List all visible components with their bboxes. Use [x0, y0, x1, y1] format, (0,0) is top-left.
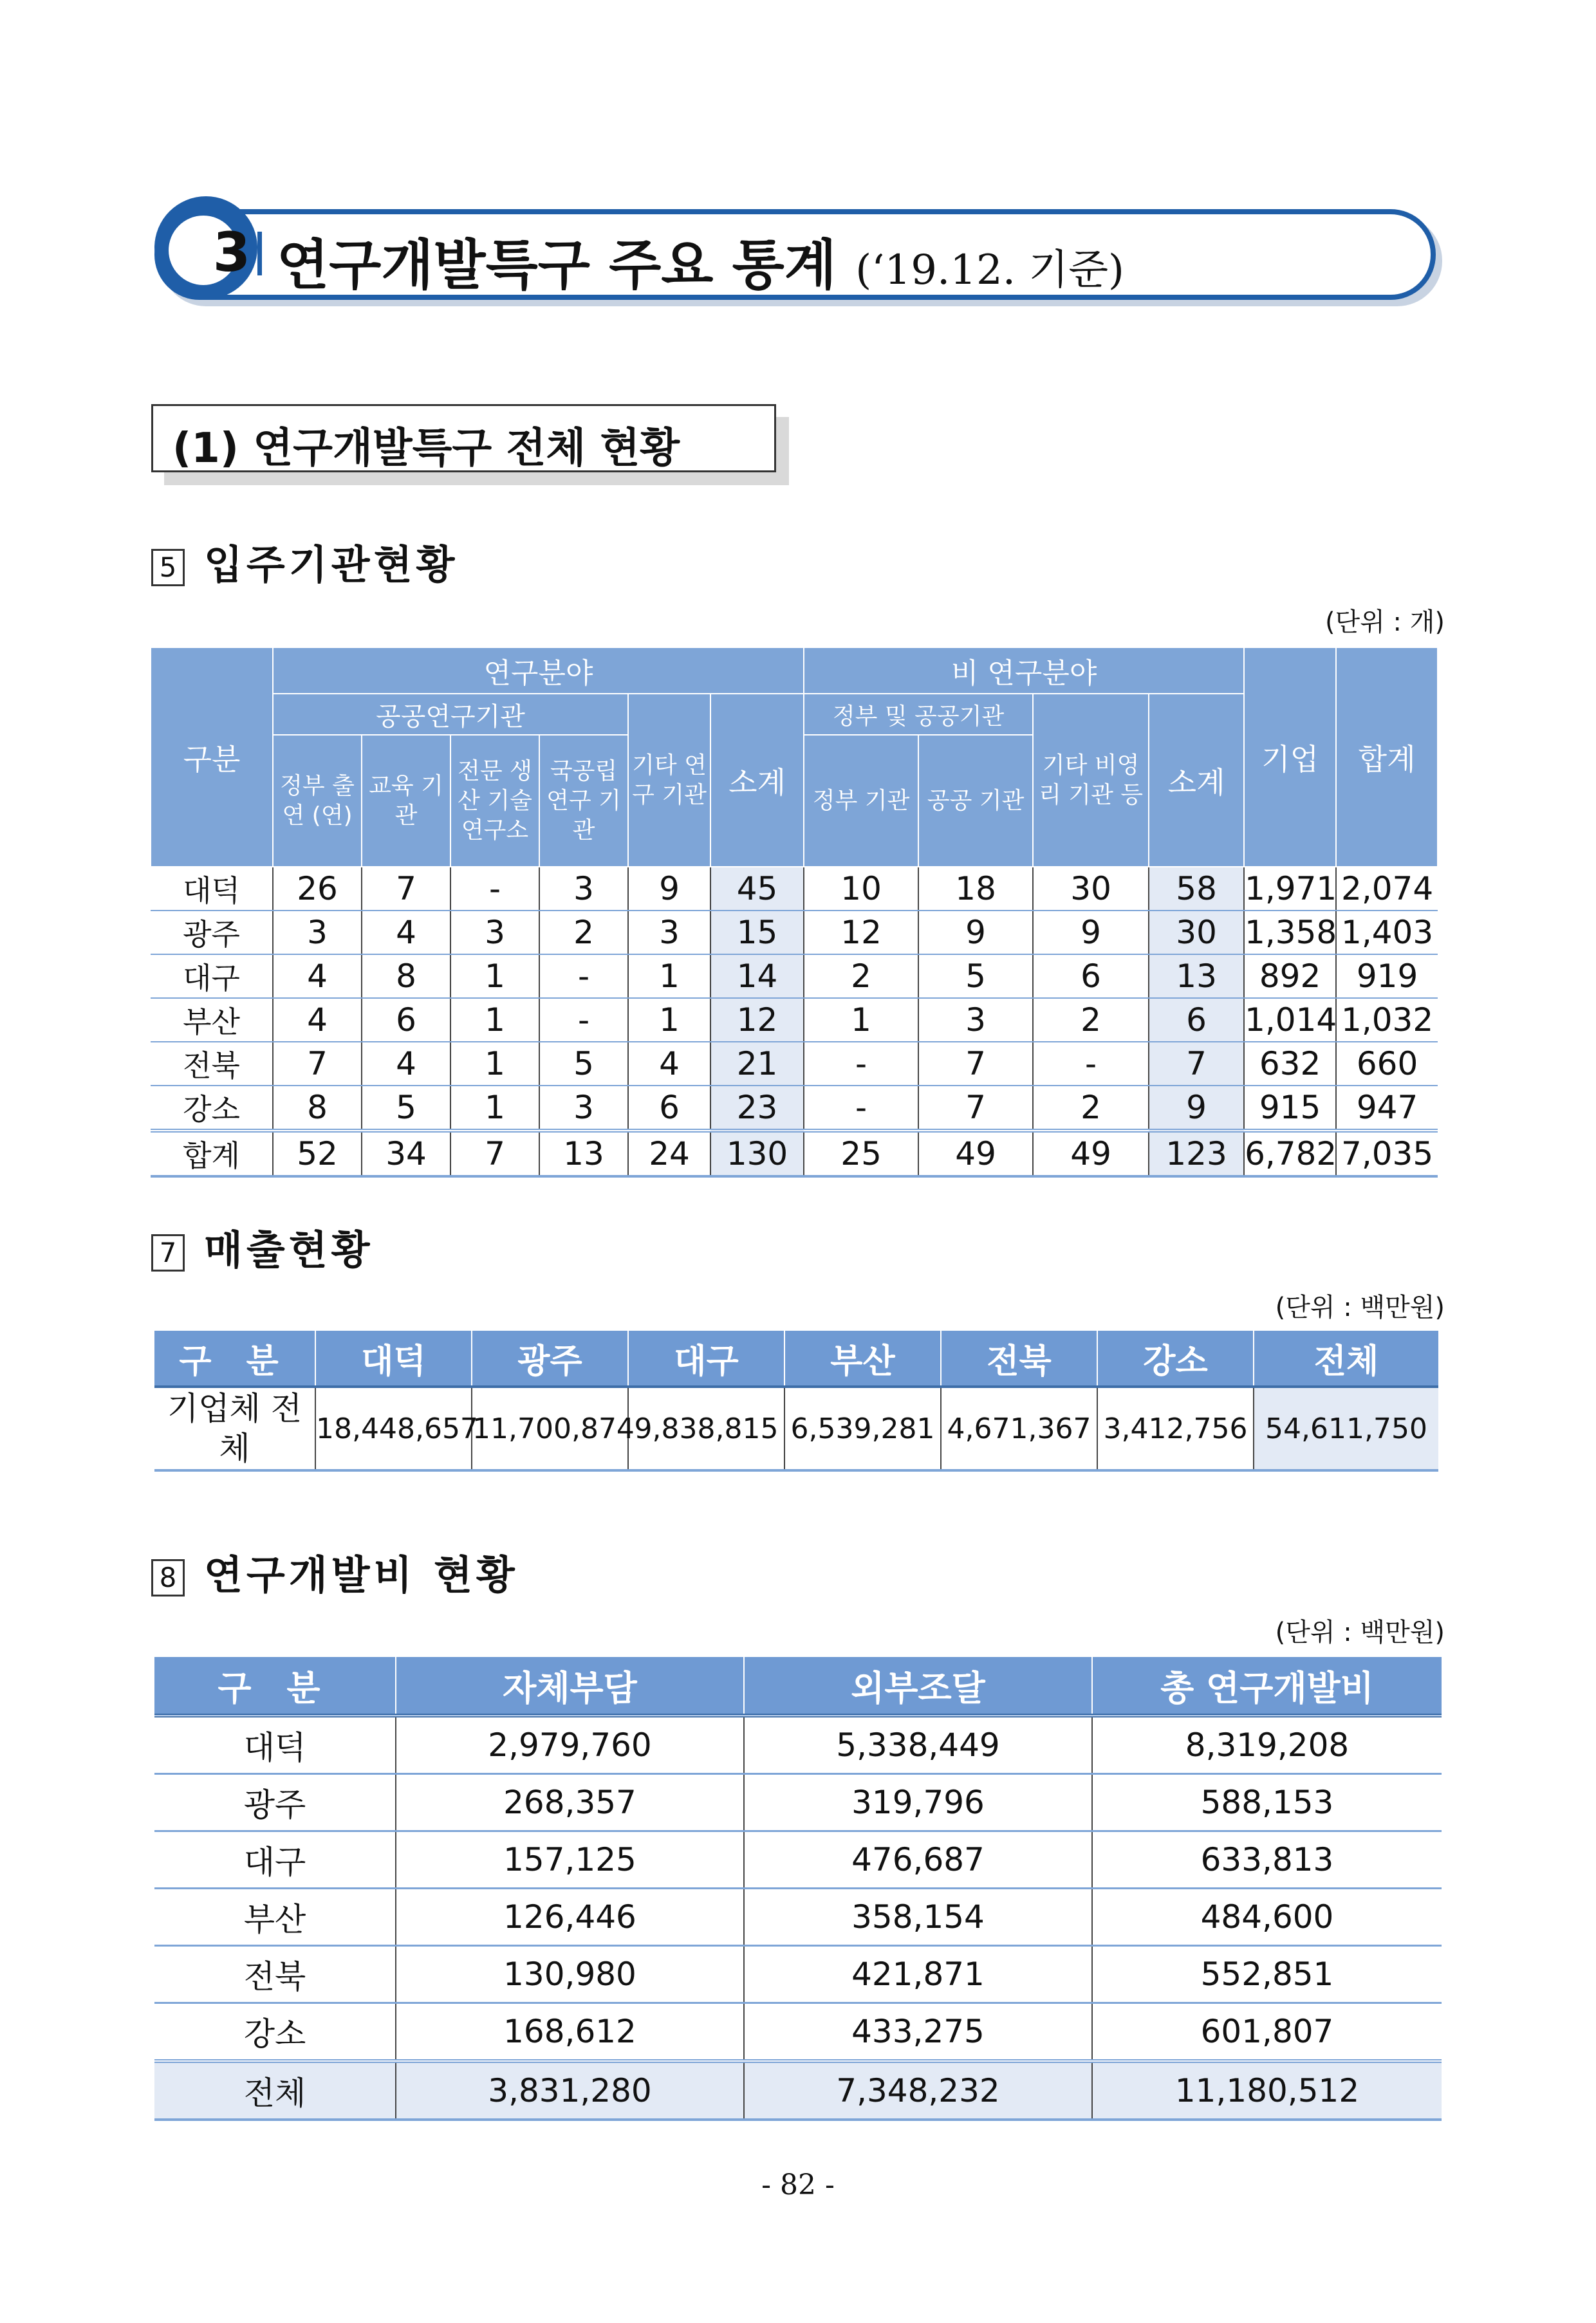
table5-heading	[151, 533, 458, 590]
table-cell: 6	[1149, 998, 1244, 1042]
row-label: 광주	[154, 1774, 396, 1831]
table-cell: 14	[710, 954, 804, 998]
table7-heading-text: 매출현황	[204, 1226, 374, 1273]
row-label: 대덕	[154, 1716, 396, 1774]
table-cell: 1,358	[1244, 911, 1336, 954]
table-cell: -	[804, 1086, 918, 1131]
table-cell: 7	[1149, 1042, 1244, 1086]
table5-body	[151, 867, 1438, 1176]
table-cell: 7,348,232	[744, 2061, 1092, 2120]
header-national: 국공립 연구 기관	[539, 735, 628, 867]
table-cell: 8,319,208	[1092, 1716, 1442, 1774]
table-cell: 358,154	[744, 1889, 1092, 1946]
table-row	[154, 1889, 1442, 1946]
table-cell: 3	[918, 998, 1033, 1042]
table-cell: 633,813	[1092, 1831, 1442, 1889]
table-cell: 2,074	[1336, 867, 1438, 911]
table-cell: 268,357	[396, 1774, 744, 1831]
chapter-title	[277, 222, 1124, 300]
row-label: 기업체 전체	[154, 1387, 315, 1470]
table-cell: -	[450, 867, 539, 911]
table-cell: 892	[1244, 954, 1336, 998]
chapter-subtitle: (‘19.12. 기준)	[855, 246, 1125, 294]
header-column: 총 연구개발비	[1092, 1657, 1442, 1716]
table-cell: 26	[273, 867, 362, 911]
table-row	[151, 1042, 1438, 1086]
table-cell: 5	[918, 954, 1033, 998]
table-cell: 13	[539, 1131, 628, 1176]
row-label: 강소	[151, 1086, 273, 1131]
table-cell: 4	[273, 954, 362, 998]
table-cell: 476,687	[744, 1831, 1092, 1889]
header-other-research: 기타 연구 기관	[628, 694, 710, 867]
row-label: 대덕	[151, 867, 273, 911]
row-label: 전체	[154, 2061, 396, 2120]
table7-header-row	[154, 1331, 1438, 1387]
table-cell: 4	[628, 1042, 710, 1086]
section-title: (1) 연구개발특구 전체 현황	[172, 425, 680, 472]
table-cell: 1	[450, 1086, 539, 1131]
table-cell: 11,180,512	[1092, 2061, 1442, 2120]
header-public-research: 공공연구기관	[273, 694, 628, 735]
table-cell: 6	[1033, 954, 1149, 998]
table-cell: 9,838,815	[628, 1387, 784, 1470]
table-row	[151, 911, 1438, 954]
table-cell: 588,153	[1092, 1774, 1442, 1831]
table-cell: 421,871	[744, 1946, 1092, 2003]
table8-header-row	[154, 1657, 1442, 1716]
row-label: 강소	[154, 2003, 396, 2062]
table-cell: 1	[450, 998, 539, 1042]
header-subtotal2: 소계	[1149, 694, 1244, 867]
table-cell: 915	[1244, 1086, 1336, 1131]
table-cell: 130	[710, 1131, 804, 1176]
sales-table	[154, 1331, 1438, 1472]
table-cell: 484,600	[1092, 1889, 1442, 1946]
chapter-number: 3	[212, 221, 251, 284]
table-cell: 52	[273, 1131, 362, 1176]
table-cell: 6,539,281	[784, 1387, 941, 1470]
table-cell: 6	[628, 1086, 710, 1131]
table-cell: 660	[1336, 1042, 1438, 1086]
table-cell: 3,831,280	[396, 2061, 744, 2120]
table-row-total	[151, 1131, 1438, 1176]
table-row	[151, 867, 1438, 911]
table-cell: 1,971	[1244, 867, 1336, 911]
row-label: 부산	[154, 1889, 396, 1946]
header-region: 대구	[628, 1331, 784, 1387]
banner-divider	[257, 232, 262, 275]
table-cell: 21	[710, 1042, 804, 1086]
header-category: 구분	[151, 647, 273, 867]
header-region: 전북	[941, 1331, 1097, 1387]
table-cell: 5,338,449	[744, 1716, 1092, 1774]
table-cell: 58	[1149, 867, 1244, 911]
header-research: 연구분야	[273, 647, 804, 694]
header-region: 전체	[1254, 1331, 1438, 1387]
table-cell: 130,980	[396, 1946, 744, 2003]
header-education: 교육 기관	[362, 735, 450, 867]
tenant-institutions-table	[150, 647, 1438, 1178]
table-cell: 1,014	[1244, 998, 1336, 1042]
table8-number: 8	[151, 1559, 185, 1596]
table-row	[154, 1946, 1442, 2003]
row-label: 부산	[151, 998, 273, 1042]
table5-unit: (단위 : 개)	[1324, 607, 1445, 637]
header-gov-public: 정부 및 공공기관	[804, 694, 1033, 735]
table-cell: 7	[362, 867, 450, 911]
table7-heading	[151, 1218, 374, 1275]
table-cell: 168,612	[396, 2003, 744, 2062]
table-row	[151, 954, 1438, 998]
table-cell: 2	[539, 911, 628, 954]
table-cell: 2	[1033, 998, 1149, 1042]
table-cell: -	[1033, 1042, 1149, 1086]
table-cell: 6,782	[1244, 1131, 1336, 1176]
table-cell: 9	[628, 867, 710, 911]
section-title-box	[151, 404, 776, 472]
table-cell: 12	[804, 911, 918, 954]
table-cell: 18,448,657	[315, 1387, 472, 1470]
table-row	[154, 2003, 1442, 2062]
header-nonresearch: 비 연구분야	[804, 647, 1244, 694]
table-cell: 45	[710, 867, 804, 911]
table-cell: 4	[362, 911, 450, 954]
chapter-title-text: 연구개발특구 주요 통계	[277, 234, 837, 297]
table-cell: 157,125	[396, 1831, 744, 1889]
table8-heading-text: 연구개발비 현황	[204, 1551, 519, 1598]
table-cell: 7	[918, 1086, 1033, 1131]
table-cell: 3	[628, 911, 710, 954]
table-cell: 433,275	[744, 2003, 1092, 2062]
table-row	[154, 1831, 1442, 1889]
table-cell: 7	[450, 1131, 539, 1176]
header-column: 외부조달	[744, 1657, 1092, 1716]
table-cell: -	[804, 1042, 918, 1086]
table-cell: 4	[362, 1042, 450, 1086]
table-cell: 3	[539, 1086, 628, 1131]
table8-unit: (단위 : 백만원)	[1275, 1618, 1445, 1647]
table-row	[151, 998, 1438, 1042]
table-cell: 30	[1033, 867, 1149, 911]
table-cell: 25	[804, 1131, 918, 1176]
row-label: 광주	[151, 911, 273, 954]
row-label: 전북	[151, 1042, 273, 1086]
table-cell: 18	[918, 867, 1033, 911]
header-region: 대덕	[315, 1331, 472, 1387]
table-cell: 3	[450, 911, 539, 954]
table-cell: 126,446	[396, 1889, 744, 1946]
header-nonprofit: 기타 비영리 기관 등	[1033, 694, 1149, 867]
row-label: 전북	[154, 1946, 396, 2003]
table-cell: 7,035	[1336, 1131, 1438, 1176]
table8-heading	[151, 1543, 519, 1600]
table8-body	[154, 1716, 1442, 2120]
table-cell: 7	[918, 1042, 1033, 1086]
table-cell: 2,979,760	[396, 1716, 744, 1774]
table-cell: 1	[628, 954, 710, 998]
table-cell: 1	[628, 998, 710, 1042]
table-cell: -	[539, 998, 628, 1042]
header-category: 구 분	[154, 1657, 396, 1716]
header-subtotal1: 소계	[710, 694, 804, 867]
table-cell: 1,032	[1336, 998, 1438, 1042]
header-region: 강소	[1097, 1331, 1254, 1387]
table-cell: 34	[362, 1131, 450, 1176]
header-gov-funded: 정부 출연 (연)	[273, 735, 362, 867]
table-cell: 5	[362, 1086, 450, 1131]
table-cell: 123	[1149, 1131, 1244, 1176]
header-region: 광주	[472, 1331, 628, 1387]
table-row	[151, 1086, 1438, 1131]
header-total: 합계	[1336, 647, 1438, 867]
table-row	[154, 1716, 1442, 1774]
chapter-banner	[154, 196, 1432, 299]
page-number: - 82 -	[761, 2169, 835, 2201]
row-label: 대구	[154, 1831, 396, 1889]
header-category: 구 분	[154, 1331, 315, 1387]
header-gov-org: 정부 기관	[804, 735, 918, 867]
table-cell: 10	[804, 867, 918, 911]
table-cell: 947	[1336, 1086, 1438, 1131]
table-cell: 30	[1149, 911, 1244, 954]
table-cell: 9	[1149, 1086, 1244, 1131]
header-column: 자체부담	[396, 1657, 744, 1716]
table-row-total	[154, 2061, 1442, 2120]
table-cell: 54,611,750	[1254, 1387, 1438, 1470]
row-label: 합계	[151, 1131, 273, 1176]
table5-number: 5	[151, 549, 185, 586]
rnd-expense-table	[154, 1657, 1442, 2121]
table-cell: 2	[1033, 1086, 1149, 1131]
table-cell: 8	[362, 954, 450, 998]
table-cell: 6	[362, 998, 450, 1042]
table-cell: 24	[628, 1131, 710, 1176]
table-cell: 11,700,874	[472, 1387, 628, 1470]
table-cell: 919	[1336, 954, 1438, 998]
table7-number: 7	[151, 1234, 185, 1272]
table-cell: 601,807	[1092, 2003, 1442, 2062]
table-cell: 5	[539, 1042, 628, 1086]
header-specialized: 전문 생산 기술 연구소	[450, 735, 539, 867]
table-cell: 2	[804, 954, 918, 998]
table7-row	[154, 1387, 1438, 1470]
row-label: 대구	[151, 954, 273, 998]
table-cell: 3	[273, 911, 362, 954]
table-cell: 1,403	[1336, 911, 1438, 954]
table-cell: 9	[918, 911, 1033, 954]
table7-unit: (단위 : 백만원)	[1275, 1293, 1445, 1322]
table-cell: 12	[710, 998, 804, 1042]
table-cell: 23	[710, 1086, 804, 1131]
table-cell: 1	[450, 954, 539, 998]
table-cell: 9	[1033, 911, 1149, 954]
table-cell: 319,796	[744, 1774, 1092, 1831]
table-cell: 4,671,367	[941, 1387, 1097, 1470]
table5-heading-text: 입주기관현황	[204, 541, 459, 588]
table-row	[154, 1774, 1442, 1831]
table-cell: 1	[450, 1042, 539, 1086]
table-cell: 632	[1244, 1042, 1336, 1086]
table-cell: 4	[273, 998, 362, 1042]
table-cell: 3	[539, 867, 628, 911]
table-cell: -	[539, 954, 628, 998]
table-cell: 3,412,756	[1097, 1387, 1254, 1470]
header-region: 부산	[784, 1331, 941, 1387]
header-company: 기업	[1244, 647, 1336, 867]
table-cell: 49	[1033, 1131, 1149, 1176]
table-cell: 7	[273, 1042, 362, 1086]
table-cell: 552,851	[1092, 1946, 1442, 2003]
table-cell: 49	[918, 1131, 1033, 1176]
header-public-org: 공공 기관	[918, 735, 1033, 867]
table-cell: 15	[710, 911, 804, 954]
table-cell: 8	[273, 1086, 362, 1131]
table-cell: 1	[804, 998, 918, 1042]
table-cell: 13	[1149, 954, 1244, 998]
